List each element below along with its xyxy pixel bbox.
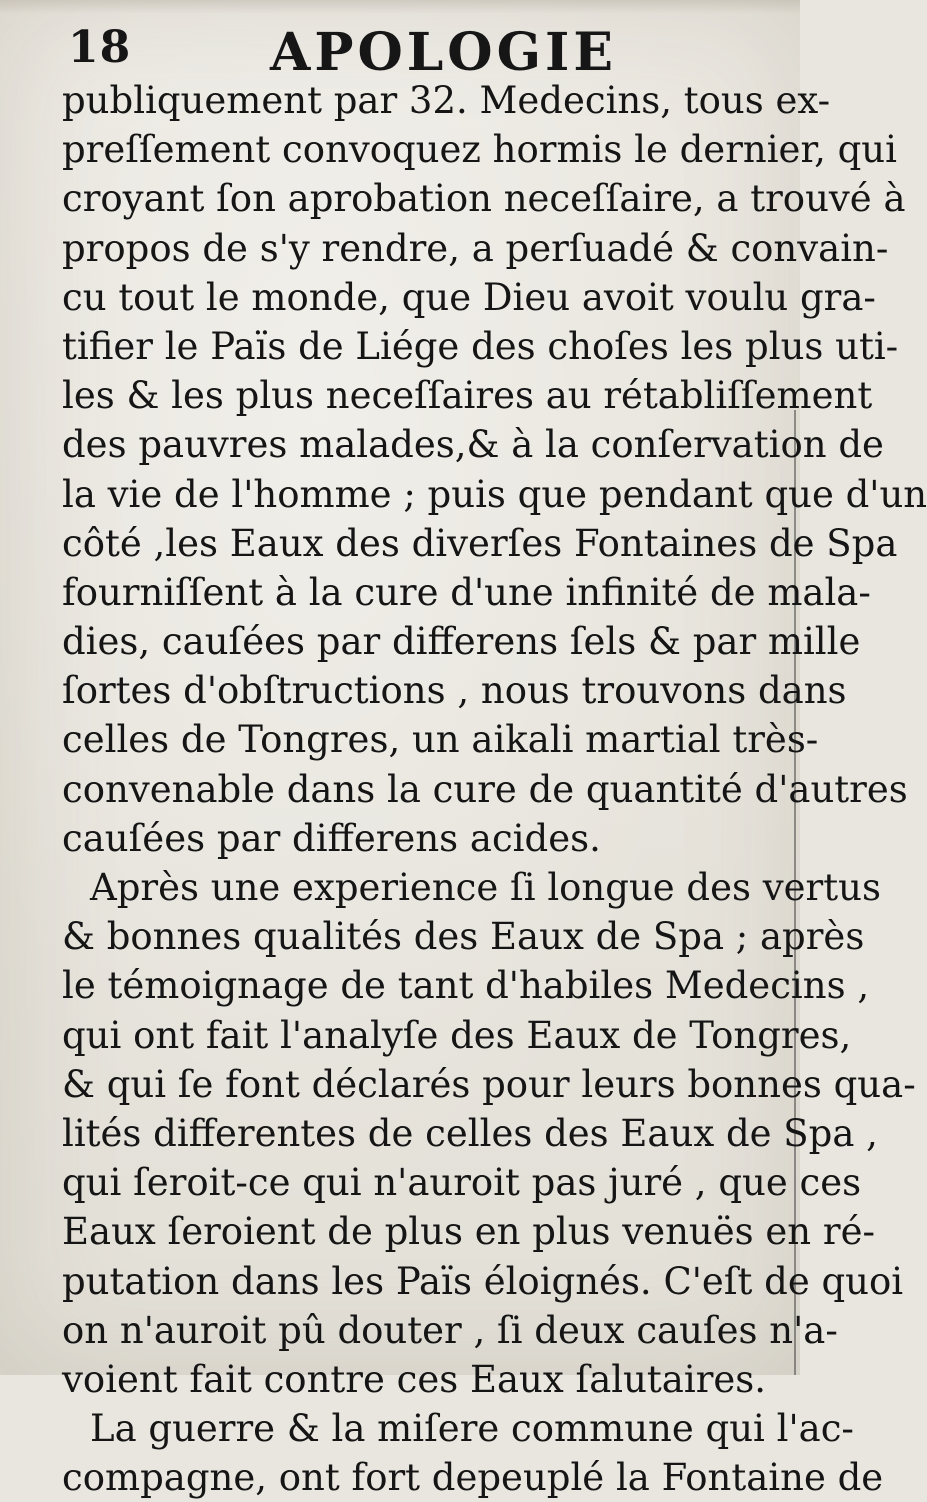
text-line: ſortes d'obſtructions , nous trouvons dans bbox=[62, 669, 847, 713]
text-line: convenable dans la cure de quantité d'autres bbox=[62, 767, 908, 811]
text-line: la vie de l'homme ; puis que pendant que d'un bbox=[62, 472, 927, 516]
text-line: & bonnes qualités des Eaux de Spa ; après bbox=[62, 915, 865, 959]
text-line: voient fait contre ces Eaux ſalutaires. bbox=[62, 1357, 767, 1401]
text-line: qui ont fait l'analyſe des Eaux de Tongres, bbox=[62, 1013, 852, 1057]
text-line: preſſement convoquez hormis le dernier, qui bbox=[62, 128, 897, 172]
text-line: propos de s'y rendre, a perſuadé & convain- bbox=[62, 226, 889, 270]
paragraph-start-line: La guerre & la miſere commune qui l'ac- bbox=[90, 1407, 854, 1451]
running-head bbox=[60, 14, 760, 84]
running-title: APOLOGIE bbox=[270, 22, 617, 83]
page-top-edge bbox=[0, 0, 800, 14]
text-line: qui ſeroit-ce qui n'auroit pas juré , que ces bbox=[62, 1161, 862, 1205]
paragraph-start-line: Après une experience ſi longue des vertus bbox=[90, 866, 881, 909]
text-line: des pauvres malades,& à la conſervation de bbox=[62, 423, 884, 467]
text-line: on n'auroit pû douter , ſi deux cauſes n'a- bbox=[62, 1308, 838, 1352]
text-line: publiquement par 32. Medecins, tous ex- bbox=[62, 79, 831, 122]
text-line: les & les plus neceſſaires au rétabliſſement bbox=[62, 374, 873, 418]
text-line: & qui ſe font déclarés pour leurs bonnes qua- bbox=[62, 1062, 916, 1106]
text-line: tifier le Païs de Liége des choſes les plus uti- bbox=[62, 324, 899, 368]
text-line: Eaux ſeroient de plus en plus venuës en ré- bbox=[62, 1210, 875, 1254]
text-line: croyant ſon aprobation neceſſaire, a trouvé à bbox=[62, 177, 906, 221]
text-line: celles de Tongres, un aikali martial très- bbox=[62, 718, 819, 762]
text-line: le témoignage de tant d'habiles Medecins , bbox=[62, 964, 870, 1008]
text-line: lités differentes de celles des Eaux de Spa , bbox=[62, 1111, 878, 1155]
text-line: putation dans les Païs éloignés. C'eſt de quoi bbox=[62, 1259, 904, 1303]
text-line: côté ,les Eaux des diverſes Fontaines de Spa bbox=[62, 521, 898, 565]
page-number: 18 bbox=[68, 22, 132, 73]
text-line: cu tout le monde, que Dieu avoit voulu gra- bbox=[62, 275, 876, 319]
text-line: dies, cauſées par differens ſels & par mille bbox=[62, 620, 861, 664]
text-line: fourniſſent à la cure d'une infinité de mala- bbox=[62, 570, 871, 614]
text-line: compagne, ont fort depeuplé la Fontaine de bbox=[62, 1456, 884, 1500]
body-text bbox=[62, 76, 927, 1502]
text-line: cauſées par differens acides. bbox=[62, 816, 601, 860]
